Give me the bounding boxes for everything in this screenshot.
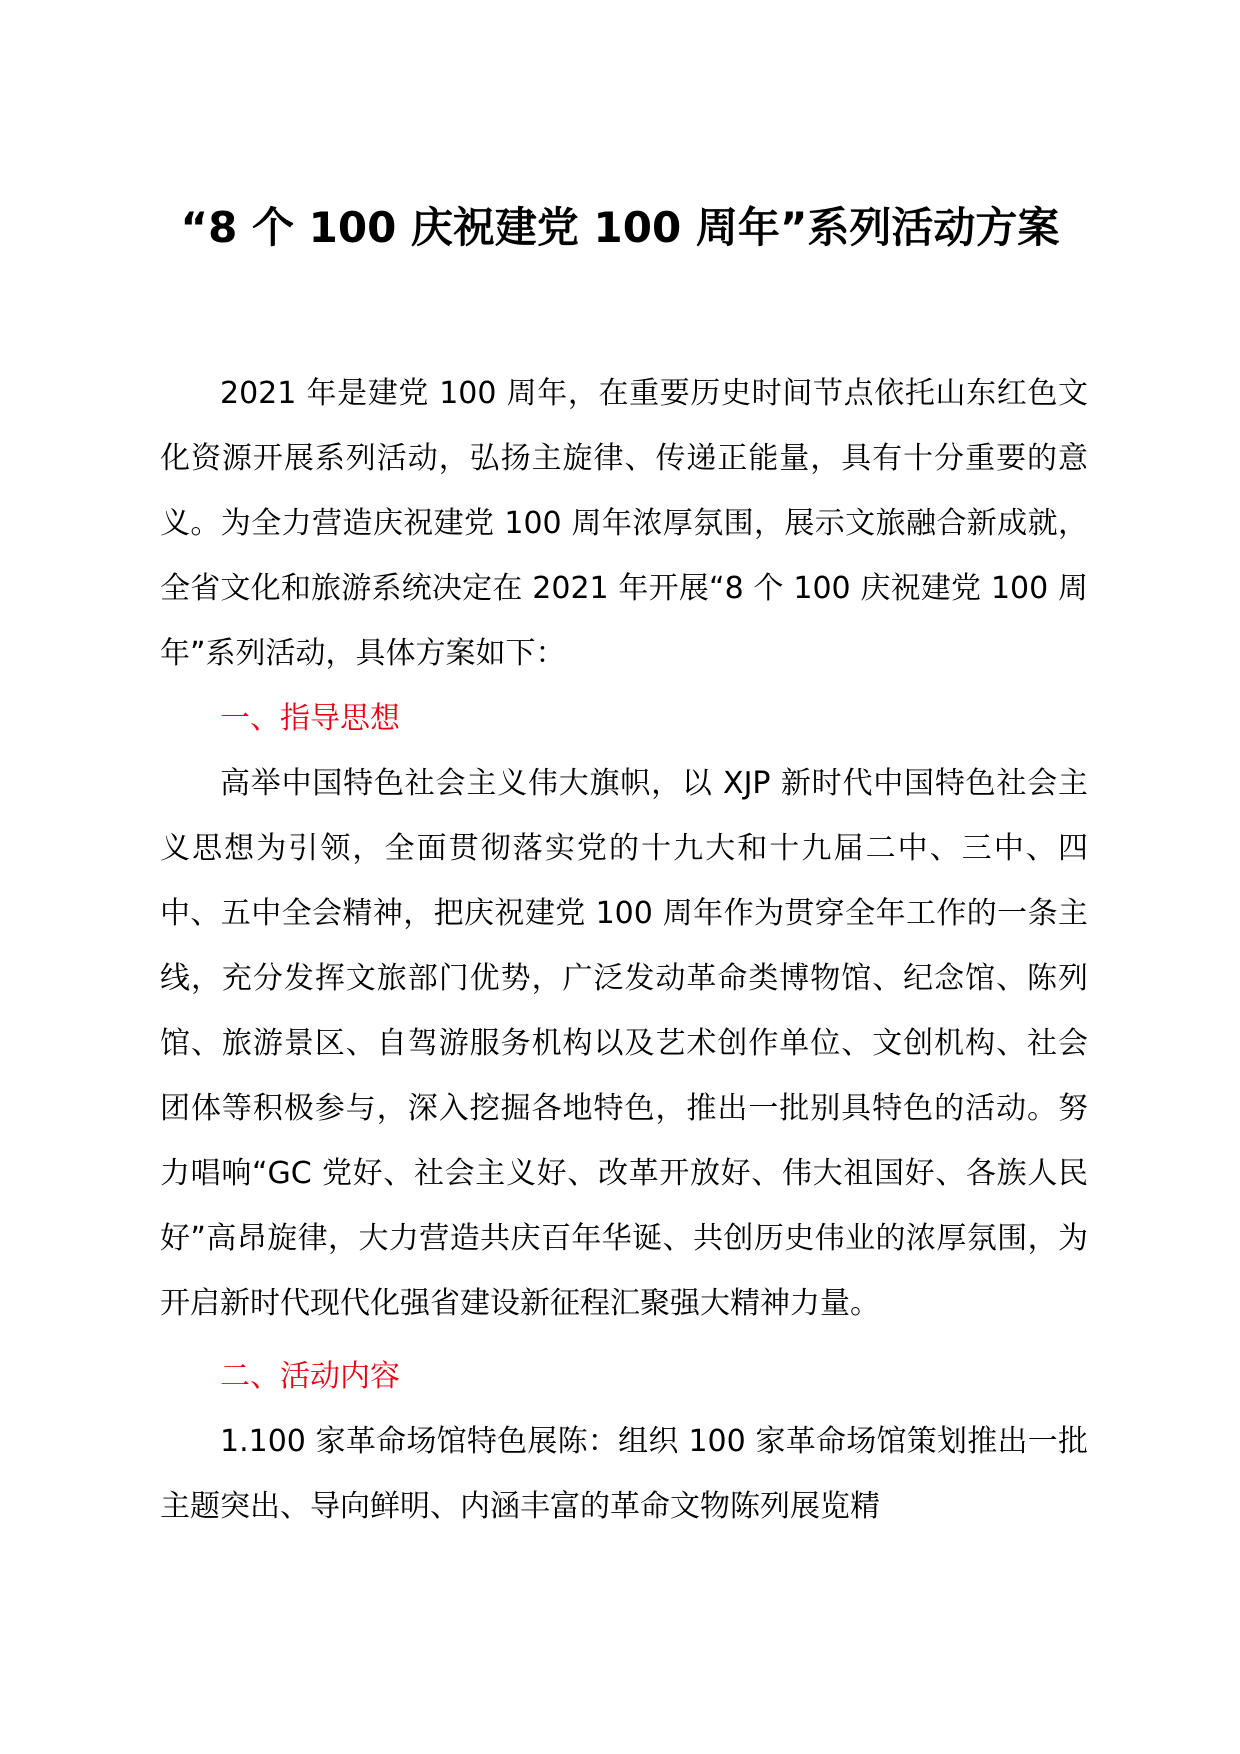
section-spacer: [160, 1336, 1088, 1344]
intro-paragraph: 2021 年是建党 100 周年，在重要历史时间节点依托山东红色文化资源开展系列活动，弘扬主旋律、传递正能量，具有十分重要的意义。为全力营造庆祝建党 100 周年浓厚氛围，展示文旅融合新成就，全省文化和旅游系统决定在 2021 年开展“8 个 100 庆祝建党 100 周年”系列活动，具体方案如下：: [160, 376, 1088, 671]
section-heading-activities: 二、活动内容: [220, 1359, 400, 1394]
activity-item-1: 1.100 家革命场馆特色展陈：组织 100 家革命场馆策划推出一批主题突出、导向鲜明、内涵丰富的革命文物陈列展览精: [160, 1424, 1088, 1524]
section-heading-guiding-ideology: 一、指导思想: [220, 701, 400, 736]
document-body: [160, 361, 1088, 1539]
document-title: “8 个 100 庆祝建党 100 周年”系列活动方案: [180, 203, 1060, 252]
guiding-ideology-paragraph: 高举中国特色社会主义伟大旗帜，以 XJP 新时代中国特色社会主义思想为引领，全面贯彻落实党的十九大和十九届二中、三中、四中、五中全会精神，把庆祝建党 100 周年作为贯穿全年工作的一条主线，充分发挥文旅部门优势，广泛发动革命类博物馆、纪念馆、陈列馆、旅游景区、自驾游服务机构以及艺术创作单位、文创机构、社会团体等积极参与，深入挖掘各地特色，推出一批别具特色的活动。努力唱响“GC 党好、社会主义好、改革开放好、伟大祖国好、各族人民好”高昂旋律，大力营造共庆百年华诞、共创历史伟业的浓厚氛围，为开启新时代现代化强省建设新征程汇聚强大精神力量。: [160, 766, 1088, 1321]
